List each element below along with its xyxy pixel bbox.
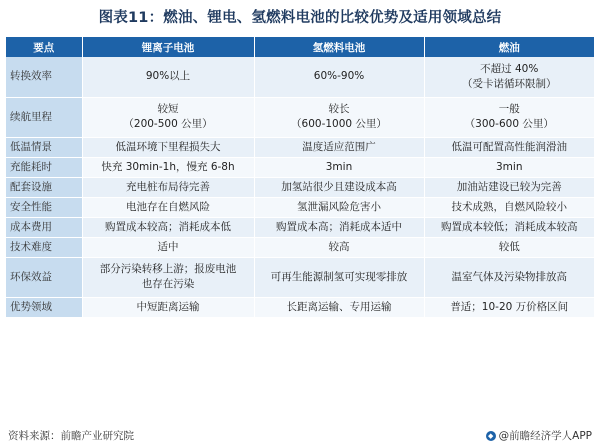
cell-text: （受卡诺循环限制） bbox=[462, 77, 557, 90]
cell-text: 技术成熟，自燃风险较小 bbox=[451, 200, 567, 213]
table-cell bbox=[424, 177, 594, 197]
cell-text: 适中 bbox=[157, 240, 179, 253]
cell-text: 温度适应范围广 bbox=[302, 140, 376, 153]
table-cell bbox=[424, 137, 594, 157]
row-label: 续航里程 bbox=[6, 97, 82, 137]
table-cell bbox=[254, 157, 424, 177]
cell-text: 部分污染转移上游；报废电池 bbox=[99, 263, 237, 275]
table-body bbox=[6, 57, 594, 317]
table-cell bbox=[254, 237, 424, 257]
header-cell: 燃油 bbox=[424, 37, 594, 57]
table-row bbox=[6, 177, 594, 197]
cell-text: 较低 bbox=[498, 240, 520, 253]
row-label: 优势领域 bbox=[6, 297, 82, 317]
cell-text: 较长 bbox=[328, 103, 350, 115]
table-cell bbox=[424, 257, 594, 297]
table-cell bbox=[424, 157, 594, 177]
header-cell: 锂离子电池 bbox=[82, 37, 254, 57]
table-cell bbox=[254, 137, 424, 157]
table-cell bbox=[254, 257, 424, 297]
table-cell bbox=[82, 257, 254, 297]
row-label: 转换效率 bbox=[6, 57, 82, 97]
cell-text: 也存在污染 bbox=[141, 278, 195, 290]
table-row bbox=[6, 297, 594, 317]
table-cell bbox=[254, 217, 424, 237]
table-cell bbox=[82, 297, 254, 317]
header-cell: 要点 bbox=[6, 37, 82, 57]
cell-text: 3min bbox=[496, 160, 523, 173]
brand-mark bbox=[486, 428, 592, 443]
table-cell bbox=[82, 217, 254, 237]
table-cell bbox=[254, 57, 424, 97]
table-cell bbox=[82, 237, 254, 257]
table-row bbox=[6, 157, 594, 177]
row-label: 配套设施 bbox=[6, 177, 82, 197]
table-row bbox=[6, 57, 594, 97]
cell-text: 60%-90% bbox=[313, 70, 365, 83]
cell-text: 温室气体及污染物排放高 bbox=[451, 270, 567, 283]
cell-text: 充电桩布局待完善 bbox=[126, 180, 210, 193]
cell-text: 一般 bbox=[498, 103, 520, 115]
table-row bbox=[6, 257, 594, 297]
cell-text: 不超过 40% bbox=[480, 62, 539, 75]
table-cell bbox=[82, 137, 254, 157]
cell-text: 较高 bbox=[328, 240, 350, 253]
row-label: 安全性能 bbox=[6, 197, 82, 217]
cell-text: 长距离运输、专用运输 bbox=[286, 300, 392, 313]
logo-icon: ◆ bbox=[486, 431, 496, 441]
cell-text: 购置成本较低；消耗成本较高 bbox=[441, 220, 578, 233]
table-row bbox=[6, 217, 594, 237]
cell-text: 快充 30min-1h，慢充 6-8h bbox=[101, 160, 235, 173]
source-note: 资料来源：前瞻产业研究院 bbox=[8, 430, 134, 442]
row-label: 充能耗时 bbox=[6, 157, 82, 177]
cell-text: （600-1000 公里） bbox=[291, 118, 387, 130]
table-cell bbox=[424, 197, 594, 217]
header-cell: 氢燃料电池 bbox=[254, 37, 424, 57]
table-cell bbox=[254, 177, 424, 197]
row-label: 技术难度 bbox=[6, 237, 82, 257]
table-row bbox=[6, 197, 594, 217]
table-cell bbox=[82, 97, 254, 137]
table-cell bbox=[82, 177, 254, 197]
table-cell bbox=[254, 197, 424, 217]
cell-text: 中短距离运输 bbox=[136, 300, 200, 313]
table-cell bbox=[424, 97, 594, 137]
row-label: 成本费用 bbox=[6, 217, 82, 237]
cell-text: 购置成本较高；消耗成本低 bbox=[105, 220, 231, 233]
cell-text: 普适；10-20 万价格区间 bbox=[450, 300, 569, 313]
cell-text: 低温可配置高性能润滑油 bbox=[451, 140, 567, 153]
cell-text: 可再生能源制氢可实现零排放 bbox=[270, 270, 408, 283]
table-header-row bbox=[6, 37, 594, 57]
cell-text: 加氢站很少且建设成本高 bbox=[281, 180, 397, 193]
comparison-table bbox=[6, 37, 594, 318]
brand-text: @前瞻经济学人APP bbox=[498, 430, 592, 442]
row-label: 低温情景 bbox=[6, 137, 82, 157]
chart-title: 图表11：燃油、锂电、氢燃料电池的比较优势及适用领域总结 bbox=[98, 10, 502, 26]
table-cell bbox=[424, 57, 594, 97]
table-cell bbox=[82, 157, 254, 177]
cell-text: 电池存在自燃风险 bbox=[126, 200, 210, 213]
table-cell bbox=[82, 57, 254, 97]
table-cell bbox=[424, 217, 594, 237]
cell-text: （300-600 公里） bbox=[464, 118, 554, 130]
table-row bbox=[6, 137, 594, 157]
cell-text: （200-500 公里） bbox=[123, 118, 213, 130]
cell-text: 3min bbox=[325, 160, 353, 173]
cell-text: 90%以上 bbox=[145, 70, 191, 83]
table-cell bbox=[254, 97, 424, 137]
cell-text: 氢泄漏风险危害小 bbox=[297, 200, 381, 213]
table-cell bbox=[424, 237, 594, 257]
cell-text: 低温环境下里程损失大 bbox=[115, 140, 221, 153]
cell-text: 加油站建设已较为完善 bbox=[456, 180, 562, 193]
table-cell bbox=[82, 197, 254, 217]
cell-text: 较短 bbox=[157, 103, 179, 115]
table-cell bbox=[424, 297, 594, 317]
cell-text: 购置成本高；消耗成本适中 bbox=[276, 220, 402, 233]
table-row bbox=[6, 97, 594, 137]
table-cell bbox=[254, 297, 424, 317]
row-label: 环保效益 bbox=[6, 257, 82, 297]
table-row bbox=[6, 237, 594, 257]
